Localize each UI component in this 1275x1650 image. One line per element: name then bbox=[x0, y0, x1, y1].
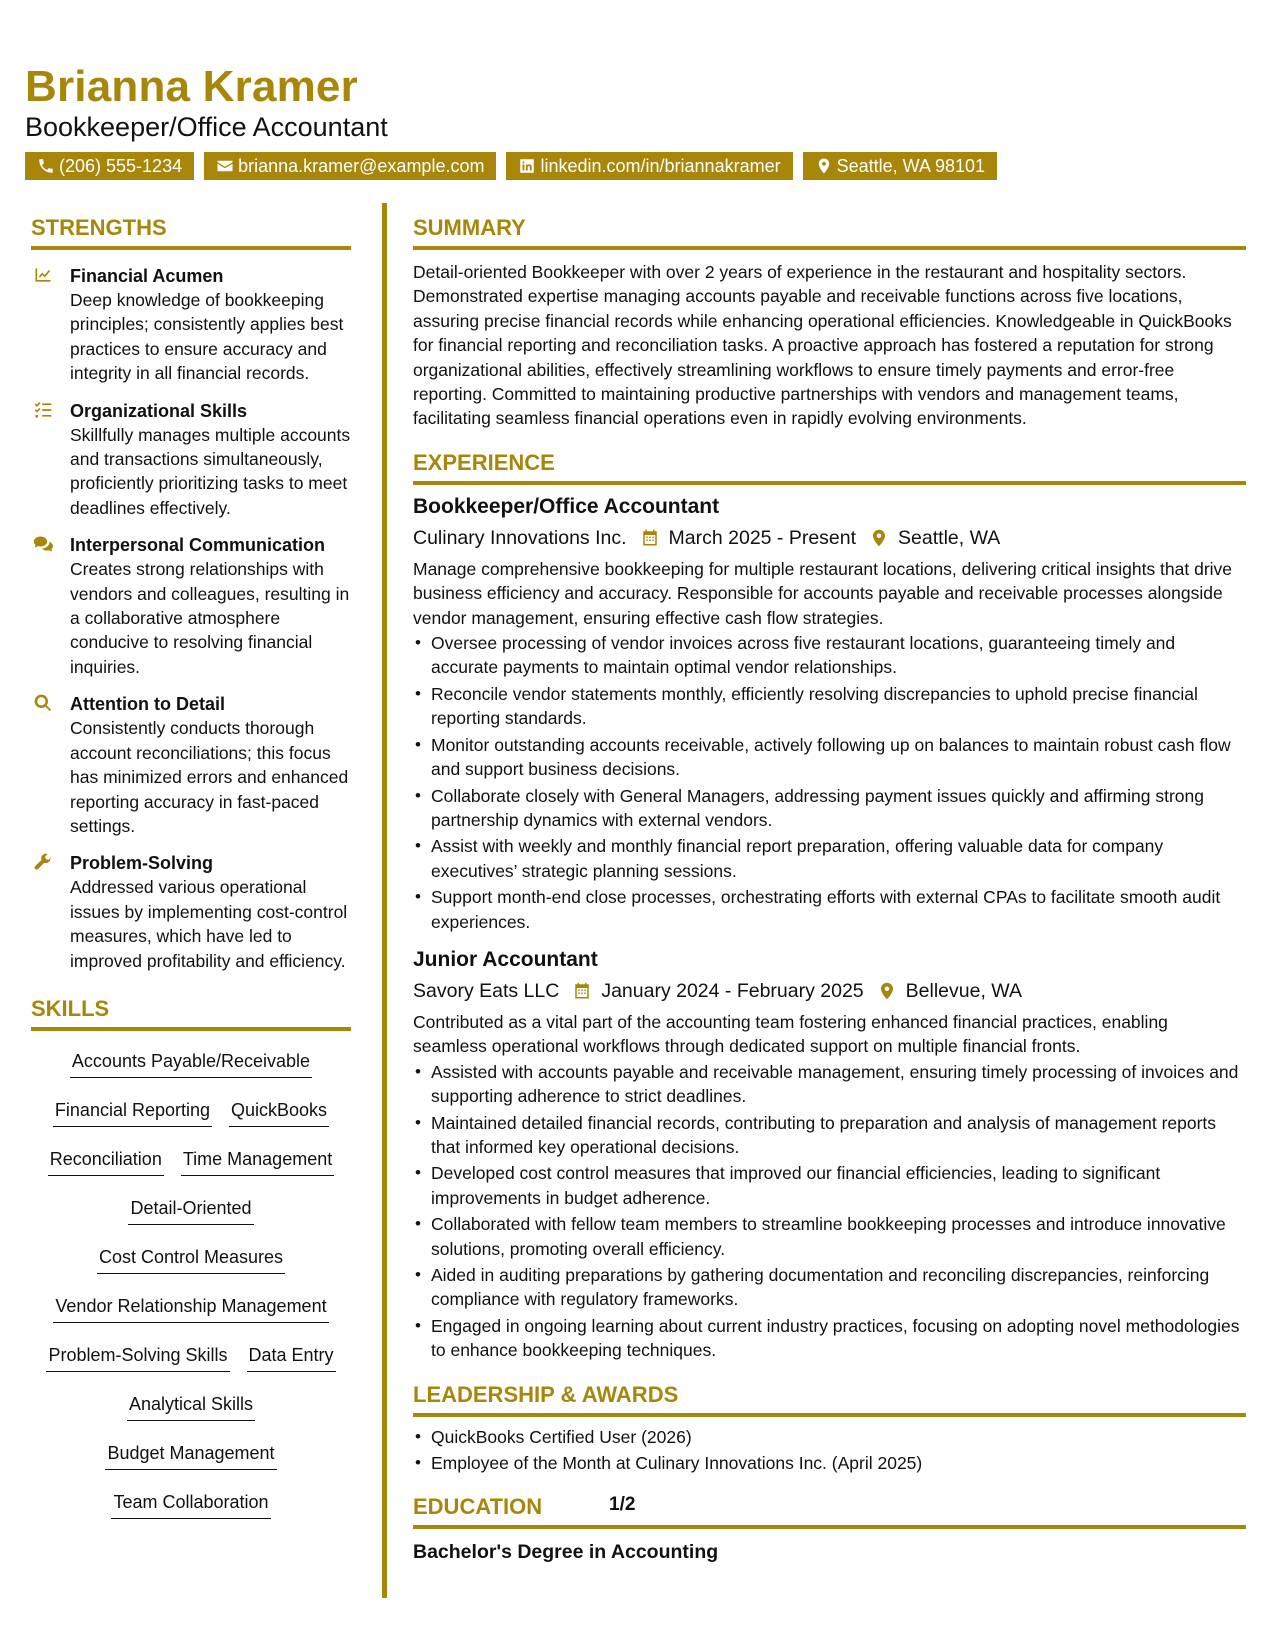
right-column bbox=[413, 214, 1246, 1565]
skill-chip: Reconciliation bbox=[48, 1141, 164, 1176]
skills-list bbox=[31, 1043, 351, 1533]
contact-email[interactable] bbox=[204, 152, 496, 180]
envelope-icon bbox=[216, 157, 234, 175]
skills-row bbox=[31, 1288, 351, 1337]
job-bullet: • Assisted with accounts payable and receivable management, ensuring timely processing of invoices and supporting adherence to strict deadlines. bbox=[413, 1060, 1246, 1109]
map-pin-icon bbox=[878, 981, 896, 1001]
candidate-name: Brianna Kramer bbox=[25, 62, 358, 111]
contact-phone[interactable] bbox=[25, 152, 194, 180]
strength-title: Organizational Skills bbox=[70, 400, 248, 421]
skill-chip: Accounts Payable/Receivable bbox=[70, 1043, 312, 1078]
job-entry bbox=[413, 493, 1246, 934]
column-divider bbox=[382, 203, 387, 1598]
job-meta bbox=[413, 976, 1246, 1006]
award-item: • Employee of the Month at Culinary Innovations Inc. (April 2025) bbox=[413, 1451, 1246, 1475]
job-bullets bbox=[413, 631, 1246, 934]
job-bullet: • Collaborated with fellow team members to streamline bookkeeping processes and introduce innovative solutions, promoting overall efficiency. bbox=[413, 1212, 1246, 1261]
job-dates: March 2025 - Present bbox=[668, 526, 857, 549]
summary-heading: SUMMARY bbox=[413, 214, 1246, 250]
job-bullet: • Support month-end close processes, orchestrating efforts with external CPAs to facilitate smooth audit experiences. bbox=[413, 885, 1246, 934]
skill-chip: Team Collaboration bbox=[111, 1484, 270, 1519]
skill-chip: Problem-Solving Skills bbox=[46, 1337, 229, 1372]
contact-location[interactable] bbox=[803, 152, 997, 180]
contact-linkedin[interactable] bbox=[506, 152, 792, 180]
contact-email-text: brianna.kramer@example.com bbox=[238, 155, 485, 176]
skill-chip: Detail-Oriented bbox=[128, 1190, 253, 1225]
job-bullet: • Monitor outstanding accounts receivable, actively following up on balances to maintain robust cash flow and support business decisions. bbox=[413, 733, 1246, 782]
skills-heading: SKILLS bbox=[31, 995, 351, 1031]
job-bullet: • Developed cost control measures that improved our financial efficiencies, leading to significant improvements in budget adherence. bbox=[413, 1161, 1246, 1210]
skill-chip: QuickBooks bbox=[229, 1092, 329, 1127]
calendar-icon bbox=[641, 528, 659, 548]
skills-row bbox=[31, 1435, 351, 1484]
job-bullet: • Maintained detailed financial records, contributing to preparation and analysis of management reports that informed key operational decisions. bbox=[413, 1111, 1246, 1160]
experience-heading: EXPERIENCE bbox=[413, 449, 1246, 485]
strength-desc: Addressed various operational issues by implementing cost-control measures, which have led to improved profitability and efficiency. bbox=[70, 877, 348, 971]
skills-row bbox=[31, 1239, 351, 1288]
job-bullet: • Assist with weekly and monthly financial report preparation, offering valuable data for company executives’ strategic planning sessions. bbox=[413, 834, 1246, 883]
strengths-list bbox=[31, 264, 351, 973]
strengths-heading: STRENGTHS bbox=[31, 214, 351, 250]
contact-location-text: Seattle, WA 98101 bbox=[836, 155, 986, 176]
strength-item bbox=[31, 692, 351, 838]
summary-text: Detail-oriented Bookkeeper with over 2 years of experience in the restaurant and hospitality sectors. Demonstrated expertise managing accounts payable and receivable functions across five locations, assuring precise financial records while enhancing operational efficiencies. Knowledgeable in QuickBooks for financial reporting and reconciliation tasks. A proactive approach has fostered a reputation for strong organizational abilities, effectively streamlining workflows to ensure timely payments and error-free reporting. Committed to maintaining productive partnerships with vendors and management teams, facilitating seamless financial operations even in rapidly evolving environments. bbox=[413, 262, 1232, 429]
award-item: • QuickBooks Certified User (2026) bbox=[413, 1425, 1246, 1449]
strength-desc: Deep knowledge of bookkeeping principles; consistently applies best practices to ensure accuracy and integrity in all financial records. bbox=[70, 290, 344, 384]
job-bullet: • Collaborate closely with General Managers, addressing payment issues quickly and affirming strong partnership dynamics with external vendors. bbox=[413, 784, 1246, 833]
chart-line-icon bbox=[33, 265, 53, 285]
education-heading: EDUCATION bbox=[413, 1493, 1246, 1529]
education-degree: Bachelor's Degree in Accounting bbox=[413, 1541, 719, 1564]
calendar-icon bbox=[573, 981, 591, 1001]
phone-icon bbox=[37, 157, 55, 175]
job-meta bbox=[413, 523, 1246, 553]
page-number: 1/2 bbox=[609, 1494, 636, 1515]
job-bullet: • Engaged in ongoing learning about current industry practices, focusing on adopting novel methodologies to enhance bookkeeping techniques. bbox=[413, 1314, 1246, 1363]
job-entry bbox=[413, 946, 1246, 1363]
job-bullet: • Oversee processing of vendor invoices across five restaurant locations, guaranteeing timely and accurate payments to maintain optimal vendor relationships. bbox=[413, 631, 1246, 680]
skills-row bbox=[31, 1092, 351, 1141]
awards-heading: LEADERSHIP & AWARDS bbox=[413, 1381, 1246, 1417]
magnifier-icon bbox=[33, 693, 53, 713]
left-column bbox=[31, 214, 351, 1533]
skills-row bbox=[31, 1386, 351, 1435]
job-description: Manage comprehensive bookkeeping for multiple restaurant locations, delivering critical insights that drive business efficiency and accuracy. Responsible for accounts payable and receivable processes alongside vendor management, ensuring effective cash flow strategies. bbox=[413, 558, 1233, 628]
skills-row bbox=[31, 1043, 351, 1092]
job-bullet: • Aided in auditing preparations by gathering documentation and reconciling discrepancies, reinforcing compliance with regulatory frameworks. bbox=[413, 1263, 1246, 1312]
skill-chip: Analytical Skills bbox=[127, 1386, 255, 1421]
skill-chip: Time Management bbox=[181, 1141, 334, 1176]
skill-chip: Budget Management bbox=[105, 1435, 276, 1470]
job-dates: January 2024 - February 2025 bbox=[601, 979, 864, 1002]
strength-desc: Creates strong relationships with vendors and colleagues, resulting in a collaborative atmosphere conducive to resolving financial inquiries. bbox=[70, 559, 350, 677]
linkedin-icon bbox=[518, 157, 536, 175]
job-description: Contributed as a vital part of the accounting team fostering enhanced financial practices, enabling seamless operational workflows through dedicated support on multiple financial fronts. bbox=[413, 1011, 1168, 1057]
skills-row bbox=[31, 1484, 351, 1533]
wrench-icon bbox=[33, 852, 53, 872]
comments-icon bbox=[33, 534, 53, 554]
strength-item bbox=[31, 264, 351, 386]
job-role: Bookkeeper/Office Accountant bbox=[413, 494, 720, 518]
checklist-icon bbox=[33, 400, 53, 420]
job-location: Bellevue, WA bbox=[905, 979, 1022, 1002]
job-location: Seattle, WA bbox=[898, 526, 1001, 549]
strength-item bbox=[31, 399, 351, 521]
skill-chip: Financial Reporting bbox=[53, 1092, 212, 1127]
skills-row bbox=[31, 1190, 351, 1239]
strength-desc: Skillfully manages multiple accounts and transactions simultaneously, proficiently prioritizing tasks to meet deadlines effectively. bbox=[70, 424, 351, 518]
strength-title: Attention to Detail bbox=[70, 694, 225, 715]
strength-title: Interpersonal Communication bbox=[70, 535, 326, 556]
job-company: Culinary Innovations Inc. bbox=[413, 526, 627, 549]
contact-phone-text: (206) 555-1234 bbox=[59, 155, 183, 176]
map-pin-icon bbox=[815, 157, 833, 175]
skill-chip: Vendor Relationship Management bbox=[53, 1288, 328, 1323]
contact-bar bbox=[25, 152, 997, 180]
job-company: Savory Eats LLC bbox=[413, 979, 560, 1002]
strength-desc: Consistently conducts thorough account reconciliations; this focus has minimized errors and enhanced reporting accuracy in fast-paced settings. bbox=[70, 718, 349, 836]
strength-item bbox=[31, 533, 351, 679]
awards-list bbox=[413, 1425, 1246, 1476]
job-bullets bbox=[413, 1060, 1246, 1363]
skill-chip: Data Entry bbox=[247, 1337, 336, 1372]
skill-chip: Cost Control Measures bbox=[97, 1239, 285, 1274]
contact-linkedin-text: linkedin.com/in/briannakramer bbox=[540, 155, 781, 176]
job-role: Junior Accountant bbox=[413, 947, 598, 971]
job-bullet: • Reconcile vendor statements monthly, efficiently resolving discrepancies to uphold precise financial reporting standards. bbox=[413, 682, 1246, 731]
strength-title: Financial Acumen bbox=[70, 266, 224, 286]
strength-item bbox=[31, 851, 351, 973]
skills-row bbox=[31, 1337, 351, 1386]
skills-row bbox=[31, 1141, 351, 1190]
candidate-title: Bookkeeper/Office Accountant bbox=[25, 112, 388, 142]
map-pin-icon bbox=[870, 528, 888, 548]
strength-title: Problem-Solving bbox=[70, 853, 214, 874]
